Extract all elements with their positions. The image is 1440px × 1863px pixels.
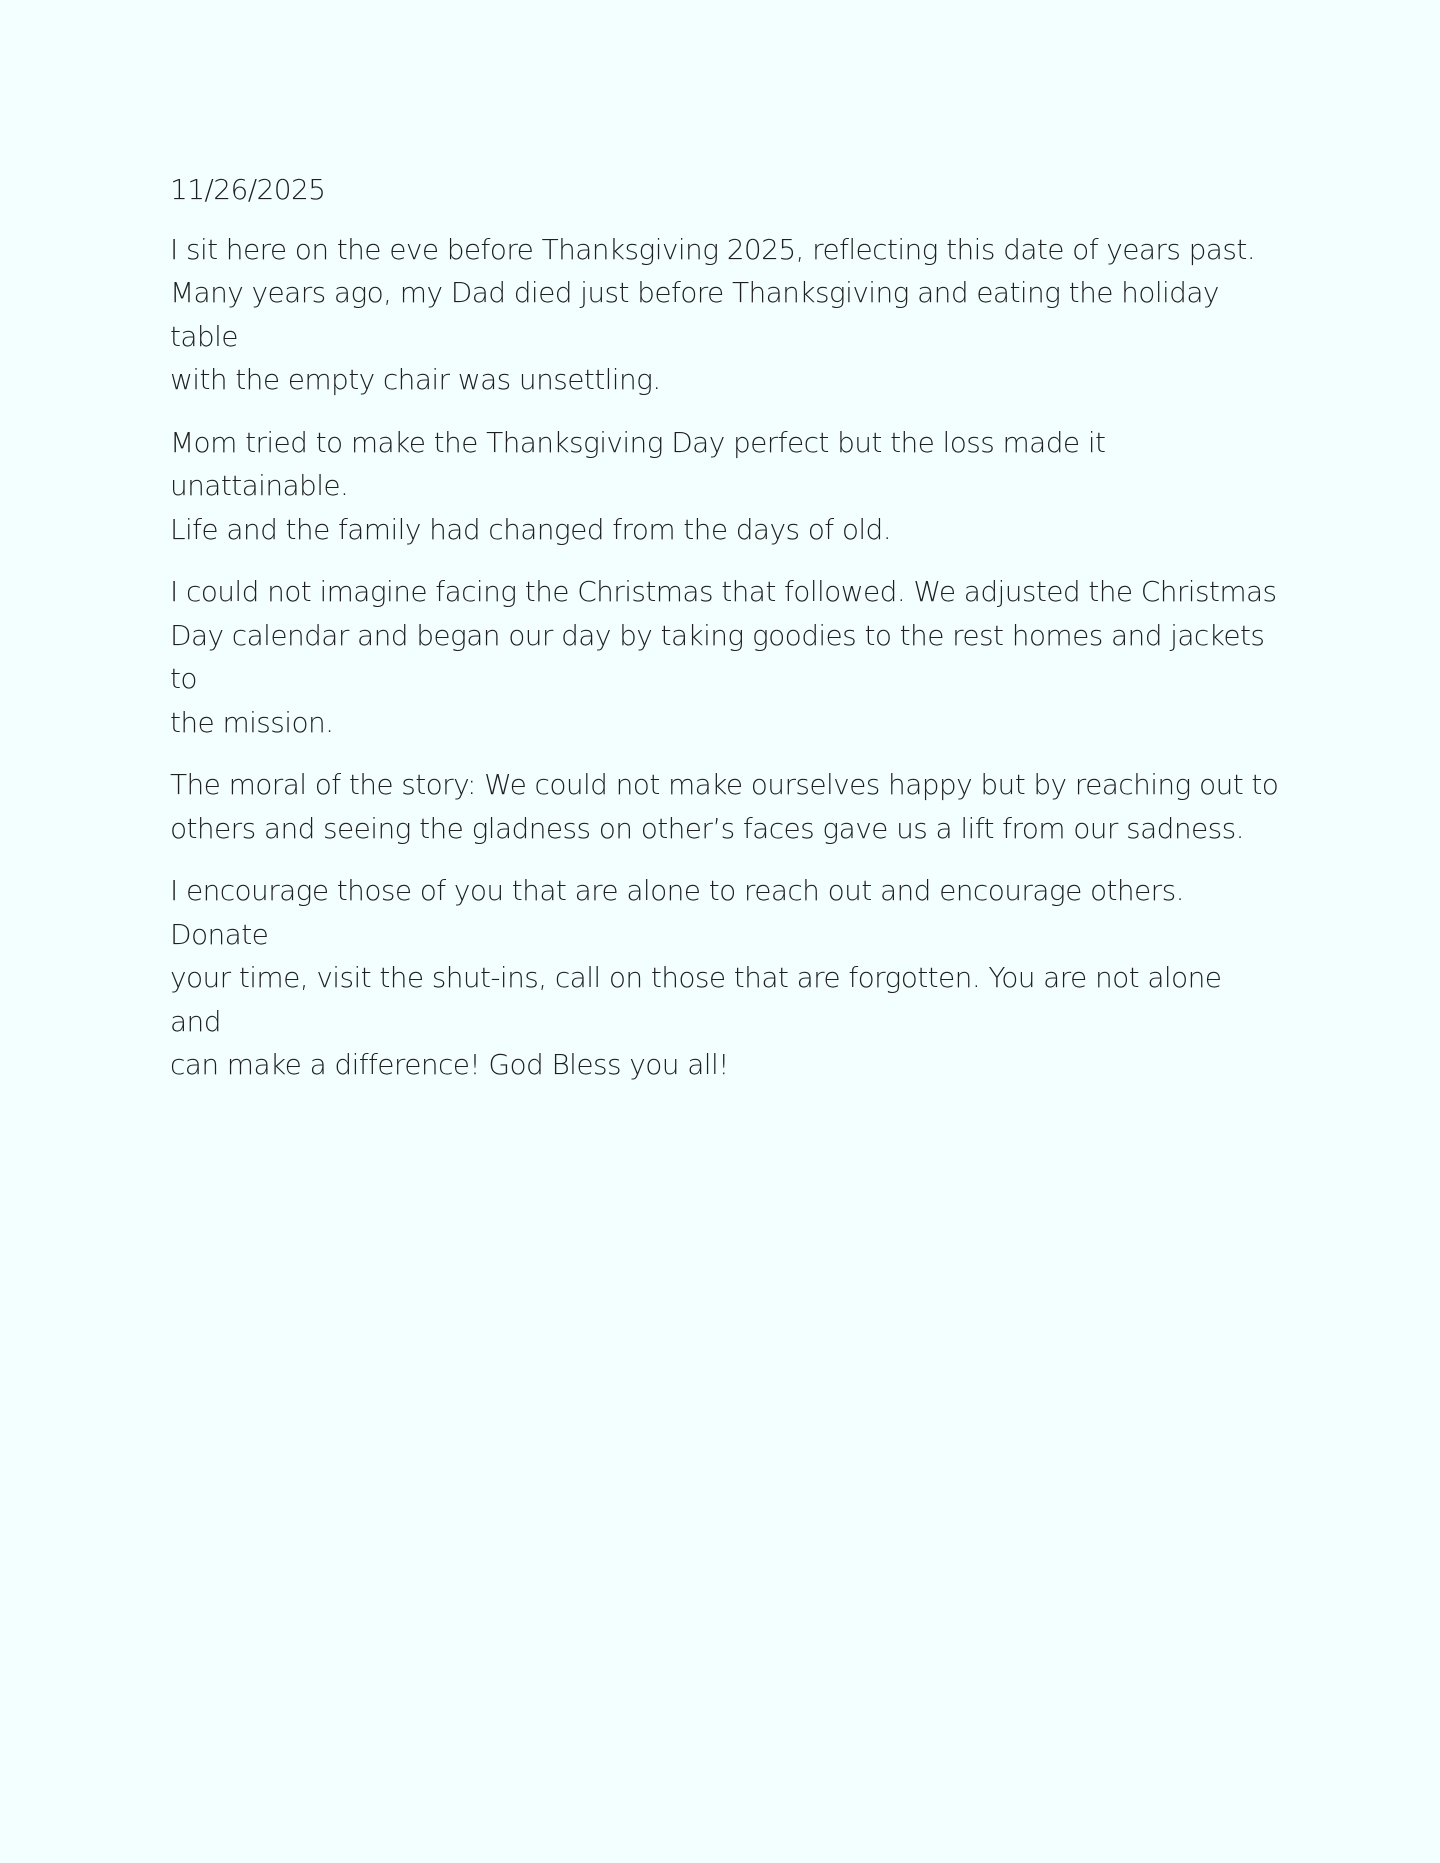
document-date: 11/26/2025 bbox=[170, 173, 326, 206]
document-body bbox=[170, 168, 1280, 1106]
paragraph-mom-thanksgiving: Mom tried to make the Thanksgiving Day perfect but the loss made it unattainable. Life and the family had changed from the days of old. bbox=[170, 425, 1106, 546]
paragraph-moral: The moral of the story: We could not make ourselves happy but by reaching out to others and seeing the gladness on other’s faces gave us a lift from our sadness. bbox=[170, 768, 1279, 845]
paragraph-thanksgiving-eve: I sit here on the eve before Thanksgiving 2025, reflecting this date of years past. Many years ago, my Dad died just before Thanksgiving and eating the holiday table with the empty chair was unsettling. bbox=[170, 232, 1256, 396]
paragraph-christmas: I could not imagine facing the Christmas that followed. We adjusted the Christmas Day calendar and began our day by taking goodies to the rest homes and jackets to the mission. bbox=[170, 575, 1277, 739]
paragraph-encouragement: I encourage those of you that are alone to reach out and encourage others. Donate your time, visit the shut-ins, call on those that are forgotten. You are not alone and can make a difference! God Bless you all! bbox=[170, 874, 1222, 1081]
